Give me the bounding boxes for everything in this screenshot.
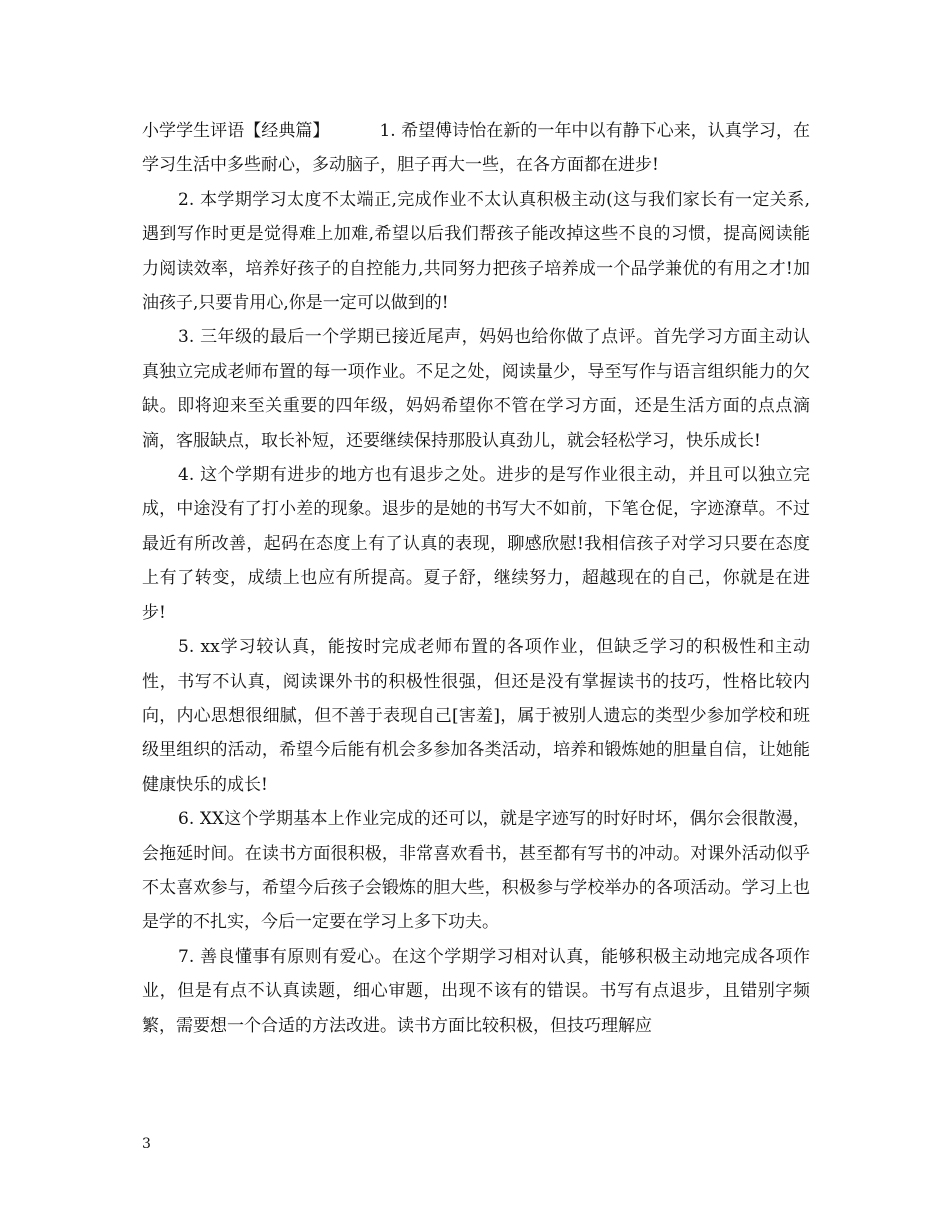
paragraph-6: 6. XX这个学期基本上作业完成的还可以，就是字迹写的时好时坏，偶尔会很散漫，会拖延时间。在读书方面很积极，非常喜欢看书，甚至都有写书的冲动。对课外活动似乎不太喜欢参与，希望今后孩子会锻炼的胆大些，积极参与学校举办的各项活动。学习上也是学的不扎实，今后一定要在学习上多下功夫。 bbox=[142, 809, 810, 933]
paragraph-4: 4. 这个学期有进步的地方也有退步之处。进步的是写作业很主动，并且可以独立完成，中途没有了打小差的现象。退步的是她的书写大不如前，下笔仓促，字迹潦草。不过最近有所改善，起码在态度上有了认真的表现，聊感欣慰!我相信孩子对学习只要在态度上有了转变，成绩上也应有所提高。夏子舒，继续努力，超越现在的自己，你就是在进步! bbox=[142, 465, 810, 623]
paragraph-5: 5. xx学习较认真，能按时完成老师布置的各项作业，但缺乏学习的积极性和主动性，书写不认真，阅读课外书的积极性很强，但还是没有掌握读书的技巧，性格比较内向，内心思想很细腻，但不善于表现自己[害羞]，属于被别人遗忘的类型少参加学校和班级里组织的活动，希望今后能有机会多参加各类活动，培养和锻炼她的胆量自信，让她能健康快乐的成长! bbox=[142, 637, 810, 795]
paragraph-1 bbox=[142, 114, 810, 183]
paragraph-7: 7. 善良懂事有原则有爱心。在这个学期学习相对认真，能够积极主动地完成各项作业，但是有点不认真读题，细心审题，出现不该有的错误。书写有点退步，且错别字频繁，需要想一个合适的方法改进。读书方面比较积极，但技巧理解应 bbox=[142, 946, 810, 1036]
paragraph-1-text: 1. 希望傅诗怡在新的一年中以有静下心来，认真学习，在学习生活中多些耐心，多动脑子，胆子再大一些，在各方面都在进步! bbox=[142, 121, 811, 176]
document-title: 小学学生评语【经典篇】 bbox=[142, 121, 330, 141]
paragraph-2: 2. 本学期学习太度不太端正,完成作业不太认真积极主动(这与我们家长有一定关系,遇到写作时更是觉得难上加难,希望以后我们帮孩子能改掉这些不良的习惯，提高阅读能力阅读效率，培养好孩子的自控能力,共同努力把孩子培养成一个品学兼优的有用之才!加油孩子,只要肯用心,你是一定可以做到的! bbox=[142, 189, 810, 314]
paragraph-3: 3. 三年级的最后一个学期已接近尾声，妈妈也给你做了点评。首先学习方面主动认真独立完成老师布置的每一项作业。不足之处，阅读量少，导至写作与语言组织能力的欠缺。即将迎来至关重要的四年级，妈妈希望你不管在学习方面，还是生活方面的点点滴滴，客服缺点，取长补短，还要继续保持那股认真劲儿，就会轻松学习，快乐成长! bbox=[142, 327, 810, 451]
document-body bbox=[142, 114, 810, 1043]
page-number: 3 bbox=[142, 1136, 151, 1152]
